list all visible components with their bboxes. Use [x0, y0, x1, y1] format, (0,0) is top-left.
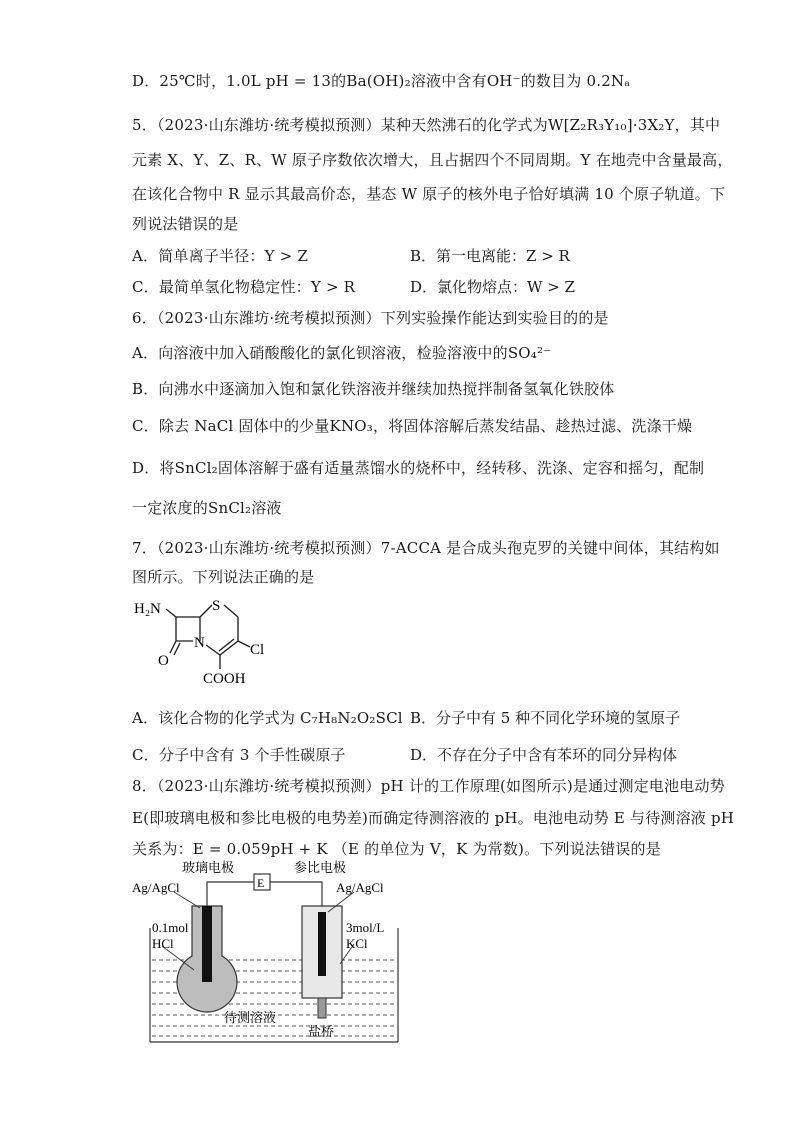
label-cooh: COOH: [203, 671, 246, 687]
q7-stem-line-1: 7．（2023·山东潍坊·统考模拟预测）7-ACCA 是合成头孢克罗的关键中间体，其结构如: [132, 539, 720, 557]
q7-structure-figure: [132, 595, 292, 690]
q7-option-a: A．该化合物的化学式为 C₇H₈N₂O₂SCl: [132, 709, 403, 727]
label-salt-bridge: 盐桥: [308, 1025, 335, 1040]
q5-option-b: B．第一电离能：Z > R: [410, 247, 570, 265]
label-kcl-conc: 3mol/L: [346, 920, 385, 935]
bond-s-ch2: [224, 605, 238, 617]
q5-stem-line-4: 列说法错误的是: [132, 215, 239, 233]
q5-stem-line-3: 在该化合物中 R 显示其最高价态，基态 W 原子的核外电子恰好填满 10 个原子轨道。下: [132, 185, 726, 203]
label-kcl: KCl: [346, 936, 368, 951]
q7-stem-line-2: 图所示。下列说法正确的是: [132, 568, 315, 586]
label-agagcl-right: Ag/AgCl: [336, 880, 384, 895]
q5-option-c: C．最简单氢化物稳定性：Y > R: [132, 278, 356, 296]
q6-option-b: B．向沸水中逐滴加入饱和氯化铁溶液并继续加热搅拌制备氢氧化铁胶体: [132, 380, 615, 398]
wire-right: [270, 882, 322, 906]
wire-left: [207, 882, 254, 906]
q5-option-a: A．简单离子半径：Y > Z: [132, 247, 309, 265]
bond-c3-cl: [238, 641, 250, 647]
label-ref-electrode: 参比电极: [294, 861, 347, 876]
label-h2n: H₂N: [134, 601, 161, 617]
q4-option-d: D．25℃时，1.0L pH = 13的Ba(OH)₂溶液中含有OH⁻的数目为 0.2Nₐ: [132, 72, 631, 90]
label-hcl: HCl: [152, 936, 174, 951]
label-glass-electrode: 玻璃电极: [182, 861, 235, 876]
q8-ph-meter-diagram: [132, 860, 402, 1050]
bond-c7-n: [166, 609, 176, 617]
q8-diagram-svg: [132, 860, 402, 1050]
label-cl: Cl: [250, 642, 265, 658]
bond-c8-o: [170, 641, 176, 653]
q8-stem-line-3: 关系为：E = 0.059pH + K （E 的单位为 V，K 为常数)。下列说法错误的是: [132, 840, 661, 858]
reference-electrode: [302, 906, 342, 1018]
q6-option-c: C．除去 NaCl 固体中的少量KNO₃，将固体溶解后蒸发结晶、趁热过滤、洗涤干燥: [132, 417, 693, 435]
q6-stem: 6．（2023·山东潍坊·统考模拟预测）下列实验操作能达到实验目的的是: [132, 309, 609, 327]
bond-c6-s: [200, 605, 212, 617]
q7-structure-svg: [132, 595, 292, 690]
q5-option-d: D．氯化物熔点：W > Z: [410, 278, 575, 296]
q7-option-c: C．分子中含有 3 个手性碳原子: [132, 746, 346, 764]
label-e: E: [257, 876, 265, 890]
bond-c8-o-double: [174, 643, 180, 655]
label-test-solution: 待测溶液: [224, 1011, 277, 1026]
q6-option-d-cont: 一定浓度的SnCl₂溶液: [132, 499, 282, 517]
label-n: N: [194, 635, 205, 651]
q6-option-d: D．将SnCl₂固体溶解于盛有适量蒸馏水的烧杯中，经转移、洗涤、定容和摇匀，配制: [132, 459, 705, 477]
q6-option-a: A．向溶液中加入硝酸酸化的氯化钡溶液，检验溶液中的SO₄²⁻: [132, 344, 552, 362]
label-s: S: [212, 598, 221, 614]
q5-stem-line-2: 元素 X、Y、Z、R、W 原子序数依次增大，且占据四个不同周期。Y 在地壳中含量最高，: [132, 151, 733, 169]
label-hcl-conc: 0.1mol: [152, 920, 189, 935]
label-agagcl-left: Ag/AgCl: [132, 880, 180, 895]
q8-stem-line-2: E(即玻璃电极和参比电极的电势差)而确定待测溶液的 pH。电池电动势 E 与待测溶液 pH: [132, 809, 735, 827]
label-o: O: [158, 653, 169, 669]
q7-option-b: B．分子中有 5 种不同化学环境的氢原子: [410, 709, 681, 727]
q8-stem-line-1: 8．（2023·山东潍坊·统考模拟预测）pH 计的工作原理(如图所示)是通过测定电池电动势: [132, 777, 725, 795]
q5-stem-line-1: 5．（2023·山东潍坊·统考模拟预测）某种天然沸石的化学式为W[Z₂R₃Y₁₀]·3X₂Y，其中: [132, 116, 721, 134]
bond-c2-n: [206, 645, 220, 655]
q7-option-d: D．不存在分子中含有苯环的同分异构体: [410, 746, 678, 764]
